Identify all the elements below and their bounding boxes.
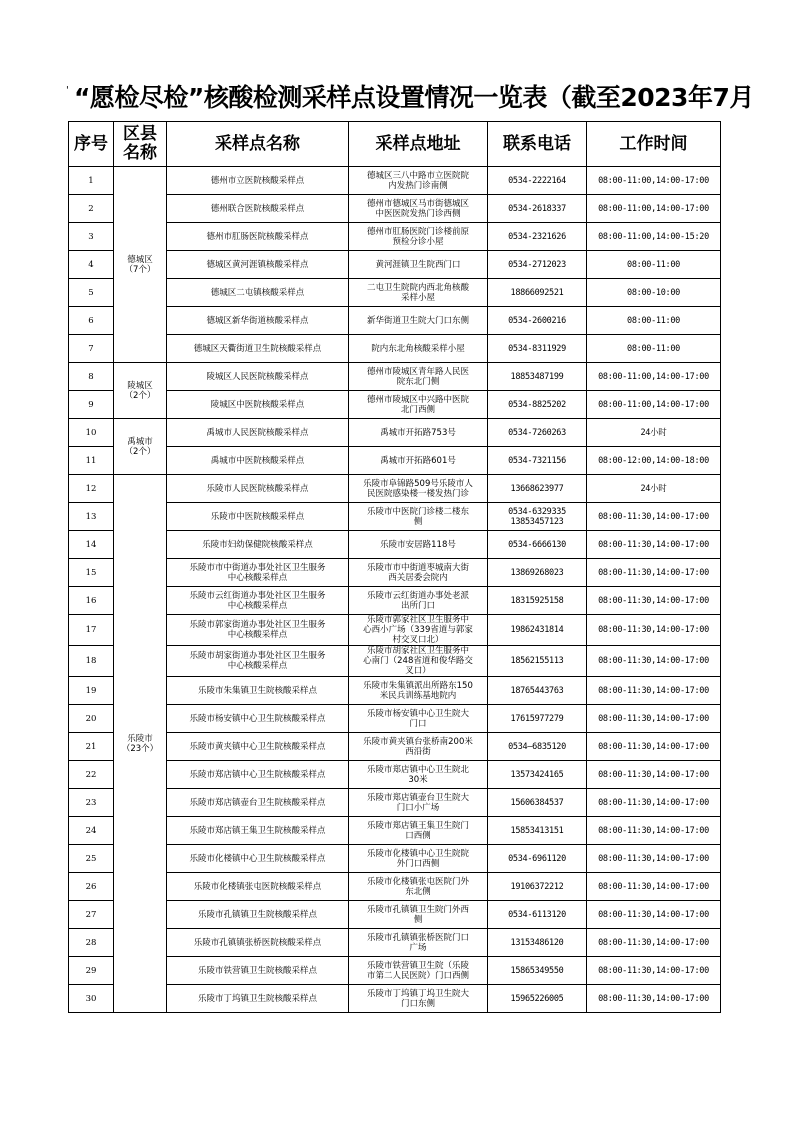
site-hours: 08:00-11:30,14:00-17:00	[587, 531, 721, 559]
site-address: 乐陵市黄夹镇台张桥南200米 西沿街	[349, 733, 488, 761]
row-number: 13	[69, 503, 114, 531]
site-name: 乐陵市人民医院核酸采样点	[167, 475, 349, 503]
corner-mark: '	[66, 85, 69, 96]
site-address: 乐陵市孔镇镇张桥医院门口 广场	[349, 929, 488, 957]
site-phone: 18853487199	[488, 363, 587, 391]
site-name: 德城区黄河涯镇核酸采样点	[167, 251, 349, 279]
table-row	[69, 761, 721, 789]
site-hours: 08:00-11:00,14:00-17:00	[587, 195, 721, 223]
row-number: 7	[69, 335, 114, 363]
site-name: 乐陵市铁营镇卫生院核酸采样点	[167, 957, 349, 985]
site-hours: 08:00-11:30,14:00-17:00	[587, 761, 721, 789]
site-address: 乐陵市铁营镇卫生院（乐陵 市第二人民医院）门口西侧	[349, 957, 488, 985]
site-phone: 18765443763	[488, 677, 587, 705]
site-address: 乐陵市朱集镇派出所路东150 米民兵训练基地院内	[349, 677, 488, 705]
site-phone: 0534-7260263	[488, 419, 587, 447]
table-row	[69, 251, 721, 279]
site-name: 德城区二屯镇核酸采样点	[167, 279, 349, 307]
site-hours: 08:00-11:30,14:00-17:00	[587, 817, 721, 845]
row-number: 11	[69, 447, 114, 475]
row-number: 15	[69, 559, 114, 587]
site-name: 乐陵市朱集镇卫生院核酸采样点	[167, 677, 349, 705]
site-phone: 19862431814	[488, 615, 587, 646]
row-number: 8	[69, 363, 114, 391]
site-name: 乐陵市市中街道办事处社区卫生服务 中心核酸采样点	[167, 559, 349, 587]
site-hours: 08:00-11:30,14:00-17:00	[587, 559, 721, 587]
row-number: 24	[69, 817, 114, 845]
site-hours: 08:00-11:30,14:00-17:00	[587, 901, 721, 929]
site-address: 禹城市开拓路601号	[349, 447, 488, 475]
site-address: 德城区三八中路市立医院院 内发热门诊南侧	[349, 167, 488, 195]
site-phone: 0534-2618337	[488, 195, 587, 223]
site-phone: 15865349550	[488, 957, 587, 985]
table-row	[69, 391, 721, 419]
site-address: 院内东北角核酸采样小屋	[349, 335, 488, 363]
site-hours: 08:00-11:30,14:00-17:00	[587, 705, 721, 733]
row-number: 16	[69, 587, 114, 615]
table-row	[69, 307, 721, 335]
table-row	[69, 646, 721, 677]
site-hours: 08:00-11:30,14:00-17:00	[587, 503, 721, 531]
site-name: 乐陵市郑店镇王集卫生院核酸采样点	[167, 817, 349, 845]
site-address: 乐陵市丁坞镇丁坞卫生院大 门口东侧	[349, 985, 488, 1013]
row-number: 4	[69, 251, 114, 279]
table-row	[69, 335, 721, 363]
site-address: 德州市肛肠医院门诊楼前原 预检分诊小屋	[349, 223, 488, 251]
site-address: 二屯卫生院院内西北角核酸 采样小屋	[349, 279, 488, 307]
row-number: 12	[69, 475, 114, 503]
site-hours: 08:00-12:00,14:00-18:00	[587, 447, 721, 475]
row-number: 18	[69, 646, 114, 677]
site-hours: 08:00-11:30,14:00-17:00	[587, 873, 721, 901]
row-number: 19	[69, 677, 114, 705]
site-name: 乐陵市郭家街道办事处社区卫生服务 中心核酸采样点	[167, 615, 349, 646]
site-name: 德州联合医院核酸采样点	[167, 195, 349, 223]
site-address: 乐陵市孔镇镇卫生院门外西 侧	[349, 901, 488, 929]
site-phone: 15965226005	[488, 985, 587, 1013]
row-number: 23	[69, 789, 114, 817]
site-name: 乐陵市中医院核酸采样点	[167, 503, 349, 531]
site-phone: 18866092521	[488, 279, 587, 307]
site-hours: 08:00-10:00	[587, 279, 721, 307]
district-cell: 禹城市 （2个）	[114, 419, 167, 475]
site-address: 德州市陵城区青年路人民医 院东北门侧	[349, 363, 488, 391]
site-hours: 08:00-11:30,14:00-17:00	[587, 957, 721, 985]
site-hours: 08:00-11:00	[587, 307, 721, 335]
site-name: 乐陵市郑店镇壶台卫生院核酸采样点	[167, 789, 349, 817]
site-phone: 0534-6113120	[488, 901, 587, 929]
table-row	[69, 363, 721, 391]
site-name: 乐陵市云红街道办事处社区卫生服务 中心核酸采样点	[167, 587, 349, 615]
table-row	[69, 929, 721, 957]
row-number: 6	[69, 307, 114, 335]
site-name: 乐陵市孔镇镇卫生院核酸采样点	[167, 901, 349, 929]
table-row	[69, 475, 721, 503]
table-row	[69, 677, 721, 705]
table-row	[69, 503, 721, 531]
site-phone: 0534-6666130	[488, 531, 587, 559]
table-row	[69, 559, 721, 587]
site-address: 乐陵市郑店镇中心卫生院北 30米	[349, 761, 488, 789]
site-name: 德州市肛肠医院核酸采样点	[167, 223, 349, 251]
site-address: 乐陵市杨安镇中心卫生院大 门口	[349, 705, 488, 733]
site-phone: 0534-6961120	[488, 845, 587, 873]
site-name: 禹城市中医院核酸采样点	[167, 447, 349, 475]
site-name: 德州市立医院核酸采样点	[167, 167, 349, 195]
row-number: 26	[69, 873, 114, 901]
row-number: 22	[69, 761, 114, 789]
row-number: 30	[69, 985, 114, 1013]
site-name: 乐陵市孔镇镇张桥医院核酸采样点	[167, 929, 349, 957]
site-phone: 0534-8825202	[488, 391, 587, 419]
table-row	[69, 705, 721, 733]
site-address: 乐陵市胡家社区卫生服务中 心南门（248省道和俊华路交 叉口）	[349, 646, 488, 677]
row-number: 9	[69, 391, 114, 419]
table-row	[69, 167, 721, 195]
row-number: 2	[69, 195, 114, 223]
site-address: 德州市德城区马市街德城区 中医医院发热门诊西侧	[349, 195, 488, 223]
site-address: 乐陵市郑店镇壶台卫生院大 门口小广场	[349, 789, 488, 817]
row-number: 14	[69, 531, 114, 559]
site-hours: 08:00-11:00	[587, 251, 721, 279]
row-number: 29	[69, 957, 114, 985]
row-number: 21	[69, 733, 114, 761]
site-address: 乐陵市郭家社区卫生服务中 心西小广场（339省道与郭家 村交叉口北）	[349, 615, 488, 646]
site-name: 乐陵市胡家街道办事处社区卫生服务 中心核酸采样点	[167, 646, 349, 677]
header-phone: 联系电话	[488, 122, 587, 167]
site-name: 乐陵市杨安镇中心卫生院核酸采样点	[167, 705, 349, 733]
site-name: 陵城区人民医院核酸采样点	[167, 363, 349, 391]
site-hours: 08:00-11:00,14:00-17:00	[587, 167, 721, 195]
row-number: 5	[69, 279, 114, 307]
district-cell: 德城区 （7个）	[114, 167, 167, 363]
site-address: 乐陵市安居路118号	[349, 531, 488, 559]
site-hours: 08:00-11:30,14:00-17:00	[587, 677, 721, 705]
header-district: 区县 名称	[114, 122, 167, 167]
site-address: 乐陵市化楼镇张屯医院门外 东北侧	[349, 873, 488, 901]
sampling-sites-table	[68, 121, 721, 1013]
site-name: 乐陵市郑店镇中心卫生院核酸采样点	[167, 761, 349, 789]
site-phone: 13668623977	[488, 475, 587, 503]
header-no: 序号	[69, 122, 114, 167]
row-number: 28	[69, 929, 114, 957]
header-address: 采样点地址	[349, 122, 488, 167]
site-phone: 18562155113	[488, 646, 587, 677]
table-row	[69, 587, 721, 615]
site-phone: 15606384537	[488, 789, 587, 817]
site-address: 乐陵市阜锦路509号乐陵市人 民医院感染楼一楼发热门诊	[349, 475, 488, 503]
table-row	[69, 901, 721, 929]
site-hours: 08:00-11:00,14:00-17:00	[587, 363, 721, 391]
site-address: 乐陵市市中街道枣城南大街 西关居委会院内	[349, 559, 488, 587]
site-name: 乐陵市黄夹镇中心卫生院核酸采样点	[167, 733, 349, 761]
site-phone: 0534-2600216	[488, 307, 587, 335]
site-phone: 15853413151	[488, 817, 587, 845]
site-hours: 08:00-11:00,14:00-17:00	[587, 391, 721, 419]
site-address: 乐陵市云红街道办事处老派 出所门口	[349, 587, 488, 615]
table-row	[69, 733, 721, 761]
site-hours: 08:00-11:30,14:00-17:00	[587, 845, 721, 873]
site-name: 德城区天衢街道卫生院核酸采样点	[167, 335, 349, 363]
table-row	[69, 789, 721, 817]
table-row	[69, 419, 721, 447]
district-cell: 陵城区 （2个）	[114, 363, 167, 419]
site-hours: 08:00-11:30,14:00-17:00	[587, 929, 721, 957]
site-name: 乐陵市化楼镇中心卫生院核酸采样点	[167, 845, 349, 873]
site-hours: 08:00-11:00,14:00-15:20	[587, 223, 721, 251]
table-row	[69, 223, 721, 251]
header-name: 采样点名称	[167, 122, 349, 167]
table-body	[69, 167, 721, 1013]
site-phone: 13573424165	[488, 761, 587, 789]
site-name: 乐陵市丁坞镇卫生院核酸采样点	[167, 985, 349, 1013]
table-row	[69, 615, 721, 646]
site-phone: 0534-2321626	[488, 223, 587, 251]
site-phone: 17615977279	[488, 705, 587, 733]
site-phone: 0534-8311929	[488, 335, 587, 363]
table-row	[69, 985, 721, 1013]
site-hours: 08:00-11:30,14:00-17:00	[587, 615, 721, 646]
site-hours: 08:00-11:30,14:00-17:00	[587, 985, 721, 1013]
site-phone: 13153486120	[488, 929, 587, 957]
site-name: 乐陵市化楼镇张屯医院核酸采样点	[167, 873, 349, 901]
site-name: 乐陵市妇幼保健院核酸采样点	[167, 531, 349, 559]
table-row	[69, 279, 721, 307]
row-number: 27	[69, 901, 114, 929]
header-row	[69, 122, 721, 167]
site-hours: 24小时	[587, 475, 721, 503]
site-phone: 13869268023	[488, 559, 587, 587]
site-hours: 24小时	[587, 419, 721, 447]
site-address: 乐陵市郑店镇王集卫生院门 口西侧	[349, 817, 488, 845]
page-title: “愿检尽检”核酸检测采样点设置情况一览表（截至2023年7月	[74, 83, 754, 112]
site-address: 新华街道卫生院大门口东侧	[349, 307, 488, 335]
site-hours: 08:00-11:30,14:00-17:00	[587, 587, 721, 615]
site-phone: 0534-2222164	[488, 167, 587, 195]
row-number: 10	[69, 419, 114, 447]
site-name: 陵城区中医院核酸采样点	[167, 391, 349, 419]
row-number: 20	[69, 705, 114, 733]
table-row	[69, 817, 721, 845]
site-hours: 08:00-11:00	[587, 335, 721, 363]
row-number: 1	[69, 167, 114, 195]
row-number: 25	[69, 845, 114, 873]
site-hours: 08:00-11:30,14:00-17:00	[587, 789, 721, 817]
site-phone: 0534-2712023	[488, 251, 587, 279]
site-address: 德州市陵城区中兴路中医院 北门西侧	[349, 391, 488, 419]
site-phone: 18315925158	[488, 587, 587, 615]
site-hours: 08:00-11:30,14:00-17:00	[587, 646, 721, 677]
site-address: 黄河涯镇卫生院西门口	[349, 251, 488, 279]
site-address: 禹城市开拓路753号	[349, 419, 488, 447]
table-row	[69, 873, 721, 901]
site-address: 乐陵市中医院门诊楼二楼东 侧	[349, 503, 488, 531]
site-phone: 19106372212	[488, 873, 587, 901]
row-number: 3	[69, 223, 114, 251]
table-row	[69, 845, 721, 873]
site-hours: 08:00-11:30,14:00-17:00	[587, 733, 721, 761]
site-name: 德城区新华街道核酸采样点	[167, 307, 349, 335]
district-cell: 乐陵市 （23个）	[114, 475, 167, 1013]
table-row	[69, 195, 721, 223]
row-number: 17	[69, 615, 114, 646]
site-phone: 0534-6329335 13853457123	[488, 503, 587, 531]
site-name: 禹城市人民医院核酸采样点	[167, 419, 349, 447]
site-address: 乐陵市化楼镇中心卫生院院 外门口西侧	[349, 845, 488, 873]
site-phone: 0534-7321156	[488, 447, 587, 475]
table-row	[69, 957, 721, 985]
table-row	[69, 531, 721, 559]
site-phone: 0534—6835120	[488, 733, 587, 761]
header-hours: 工作时间	[587, 122, 721, 167]
table-row	[69, 447, 721, 475]
